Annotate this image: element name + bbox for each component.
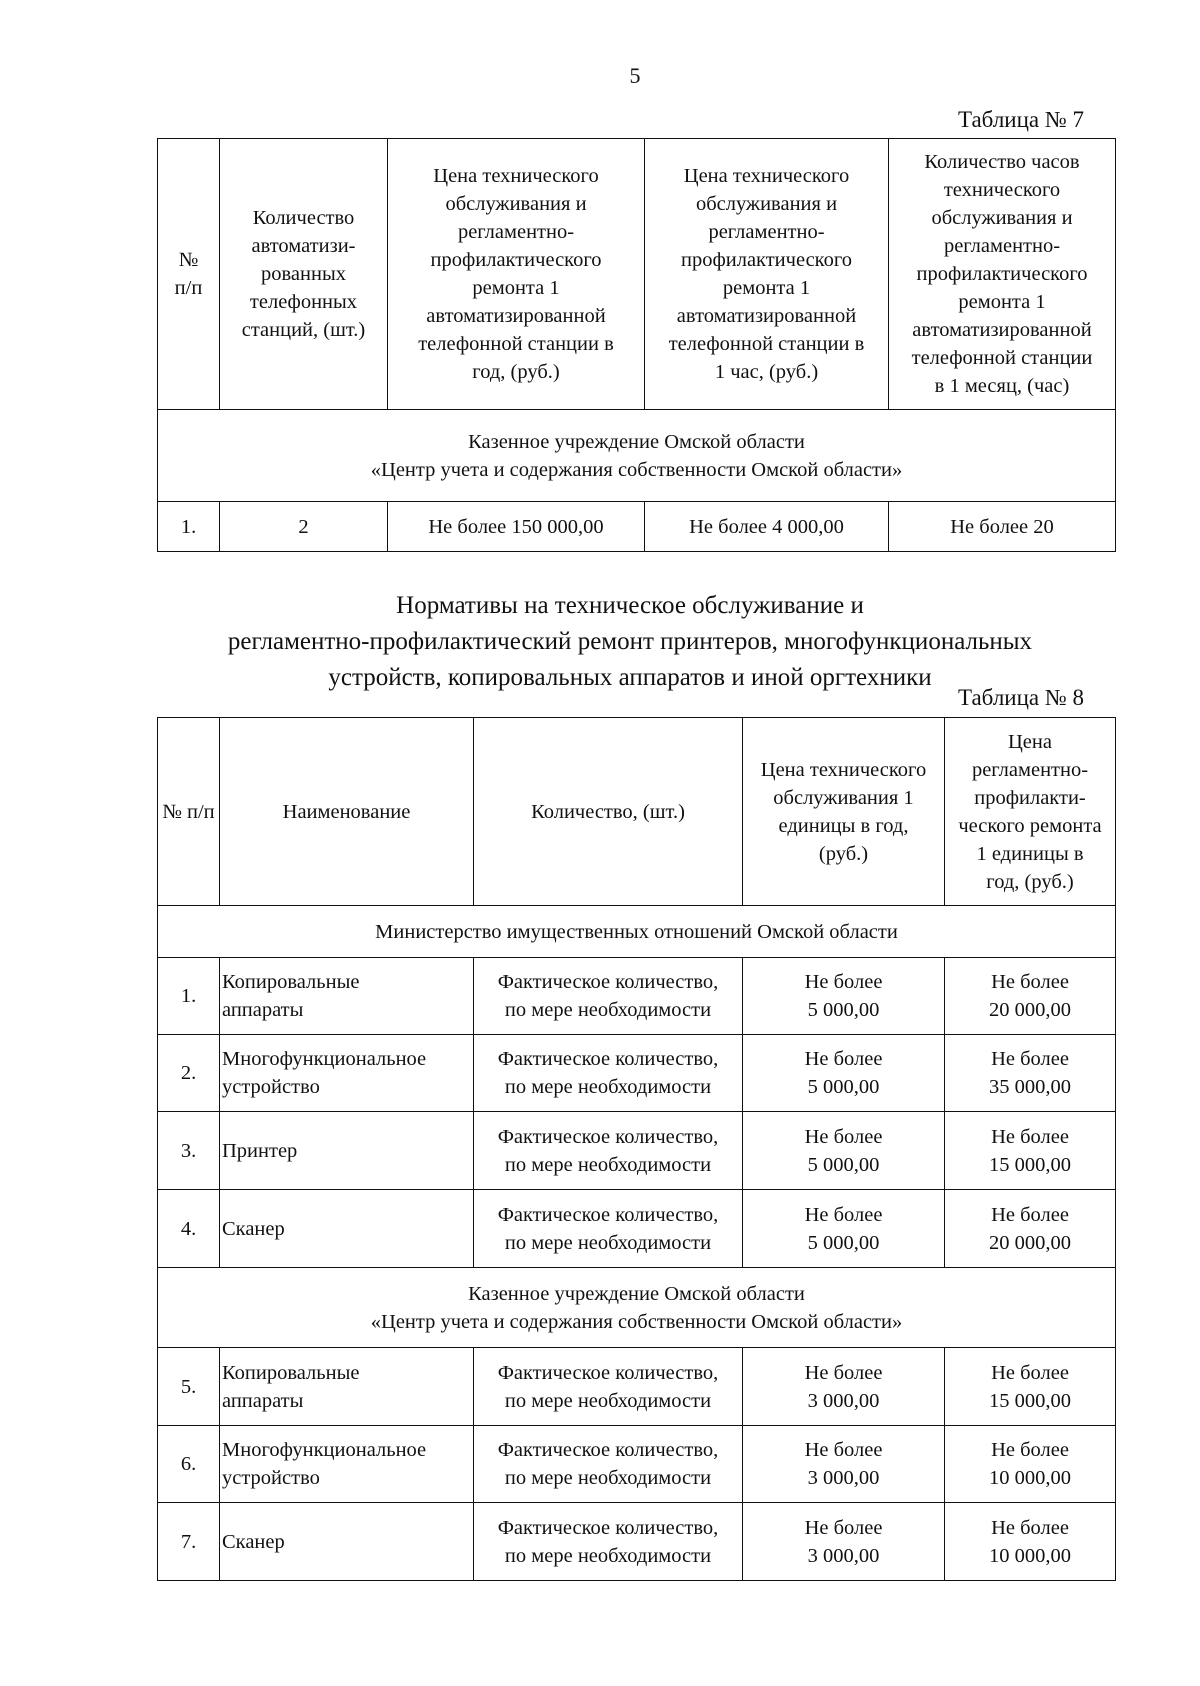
table8-header-row — [158, 718, 1116, 906]
service-line: Не более — [804, 971, 883, 993]
header-line: 1 час, (руб.) — [714, 361, 819, 383]
header-line: ческого ремонта — [958, 814, 1102, 837]
table8-header-qty: Количество, (шт.) — [474, 718, 743, 906]
qty-line: по мере необходимости — [504, 1076, 712, 1098]
section-line: Казенное учреждение Омской области — [468, 430, 805, 453]
row-qty — [474, 958, 743, 1035]
repair-line: 10 000,00 — [989, 1544, 1071, 1567]
header-line: Количество — [252, 207, 355, 229]
header-line: ремонта 1 — [722, 277, 811, 299]
page-number: 5 — [629, 63, 641, 88]
header-line: № — [178, 249, 199, 271]
service-line: Не более — [804, 1516, 883, 1539]
name-line: Копировальные — [222, 971, 360, 993]
repair-line: Не более — [991, 971, 1069, 993]
repair-line: Не более — [991, 1361, 1069, 1384]
table-row — [158, 1035, 1116, 1112]
header-line: станций, (шт.) — [241, 319, 366, 341]
qty-line: по мере необходимости — [504, 1231, 712, 1254]
repair-line: Не более — [991, 1125, 1069, 1148]
row-num: 7. — [158, 1503, 220, 1581]
header-line: обслуживания и — [445, 193, 587, 215]
row-service — [743, 1035, 945, 1112]
qty-line: Фактическое количество, — [497, 1516, 719, 1539]
row-qty — [474, 1112, 743, 1190]
service-line: 5 000,00 — [807, 999, 880, 1021]
row-num: 4. — [158, 1190, 220, 1268]
row-qty — [474, 1426, 743, 1503]
table7 — [157, 138, 1116, 552]
service-line: Не более — [804, 1125, 883, 1148]
section-line: «Центр учета и содержания собственности Омской области» — [370, 458, 903, 481]
service-line: Не более — [804, 1203, 883, 1226]
row-num: 1. — [158, 958, 220, 1035]
header-line: 1 единицы в — [976, 842, 1084, 865]
row-hours: Не более 20 — [889, 502, 1116, 552]
header-line: профилактического — [430, 249, 602, 271]
table8-label: Таблица № 8 — [958, 685, 1085, 710]
header-line: телефонной станции в — [668, 333, 865, 355]
header-line: ремонта 1 — [472, 277, 560, 299]
header-line: обслуживания и — [931, 207, 1073, 229]
header-line: автоматизированной — [912, 319, 1092, 341]
service-line: Не более — [804, 1439, 883, 1461]
header-line: год, (руб.) — [986, 870, 1074, 893]
name-line: Сканер — [222, 1217, 285, 1240]
table8 — [157, 717, 1116, 1581]
service-line: Не более — [804, 1048, 883, 1070]
table8-header-num: № п/п — [158, 718, 220, 906]
row-service — [743, 1503, 945, 1581]
table-row — [158, 1426, 1116, 1503]
row-num: 3. — [158, 1112, 220, 1190]
title-line: устройств, копировальных аппаратов и иной оргтехники — [328, 664, 932, 691]
table7-header-price-year — [388, 139, 645, 410]
table7-header-hours — [889, 139, 1116, 410]
service-line: Не более — [804, 1361, 883, 1384]
row-name — [220, 1190, 474, 1268]
row-name — [220, 958, 474, 1035]
table-row — [158, 958, 1116, 1035]
row-price-hour: Не более 4 000,00 — [645, 502, 889, 552]
header-line: регламентно- — [708, 221, 825, 243]
qty-line: Фактическое количество, — [497, 1203, 719, 1226]
table-row — [158, 502, 1116, 552]
row-service — [743, 1348, 945, 1426]
repair-line: 15 000,00 — [989, 1389, 1071, 1412]
service-line: 3 000,00 — [807, 1389, 880, 1412]
repair-line: 15 000,00 — [989, 1153, 1071, 1176]
header-line: автоматизированной — [426, 305, 606, 327]
header-line: ремонта 1 — [958, 291, 1046, 313]
table8-header-service — [743, 718, 945, 906]
row-qty — [474, 1503, 743, 1581]
repair-line: Не более — [991, 1203, 1069, 1226]
name-line: устройство — [222, 1076, 320, 1098]
name-line: аппараты — [222, 999, 304, 1021]
name-line: аппараты — [222, 1389, 304, 1412]
header-line: Количество часов — [924, 151, 1080, 173]
repair-line: Не более — [991, 1439, 1069, 1461]
title-line: Нормативы на техническое обслуживание и — [396, 592, 864, 619]
table8-section2-label — [158, 1268, 1116, 1348]
table7-header-count — [220, 139, 388, 410]
row-count: 2 — [220, 502, 388, 552]
table7-header-price-hour — [645, 139, 889, 410]
repair-line: 20 000,00 — [989, 1231, 1071, 1254]
qty-line: по мере необходимости — [504, 1467, 712, 1489]
header-line: технического — [943, 179, 1061, 201]
name-line: Сканер — [222, 1530, 285, 1553]
row-repair — [945, 1503, 1116, 1581]
header-line: обслуживания 1 — [773, 786, 914, 809]
header-line: (руб.) — [818, 842, 869, 865]
row-price-year: Не более 150 000,00 — [388, 502, 645, 552]
header-line: телефонных — [249, 291, 358, 313]
header-line: единицы в год, — [778, 814, 909, 837]
repair-line: 10 000,00 — [989, 1467, 1071, 1489]
service-line: 5 000,00 — [807, 1153, 880, 1176]
name-line: устройство — [222, 1467, 320, 1489]
qty-line: Фактическое количество, — [497, 971, 719, 993]
header-line: Цена технического — [433, 165, 599, 187]
qty-line: Фактическое количество, — [497, 1048, 719, 1070]
header-line: автоматизи- — [251, 235, 356, 257]
row-name — [220, 1112, 474, 1190]
table7-section-label — [158, 410, 1116, 502]
row-repair — [945, 958, 1116, 1035]
header-line: год, (руб.) — [472, 361, 560, 383]
qty-line: Фактическое количество, — [497, 1361, 719, 1384]
row-repair — [945, 1426, 1116, 1503]
table7-header-row — [158, 139, 1116, 410]
header-line: автоматизированной — [676, 305, 857, 327]
title-line: регламентно-профилактический ремонт принтеров, многофункциональных — [227, 628, 1033, 655]
row-service — [743, 958, 945, 1035]
row-num: 1. — [158, 502, 220, 552]
row-repair — [945, 1348, 1116, 1426]
repair-line: Не более — [991, 1048, 1069, 1070]
table7-section-row — [158, 410, 1116, 502]
header-line: телефонной станции — [911, 347, 1093, 369]
row-repair — [945, 1112, 1116, 1190]
row-name — [220, 1348, 474, 1426]
row-qty — [474, 1348, 743, 1426]
header-line: в 1 месяц, (час) — [934, 375, 1070, 397]
row-name — [220, 1503, 474, 1581]
header-line: п/п — [174, 277, 203, 299]
row-num: 5. — [158, 1348, 220, 1426]
row-num: 6. — [158, 1426, 220, 1503]
table-row — [158, 1348, 1116, 1426]
table8-header-repair — [945, 718, 1116, 906]
qty-line: Фактическое количество, — [497, 1125, 719, 1148]
header-line: профилактического — [680, 249, 852, 271]
header-line: обслуживания и — [695, 193, 838, 215]
table-row — [158, 1112, 1116, 1190]
header-line: Цена технического — [683, 165, 850, 187]
qty-line: по мере необходимости — [504, 1389, 712, 1412]
table-row — [158, 1190, 1116, 1268]
header-line: рованных — [261, 263, 346, 285]
row-service — [743, 1190, 945, 1268]
header-line: регламентно- — [457, 221, 575, 243]
table8-section1-row — [158, 906, 1116, 958]
header-line: профилакти- — [974, 786, 1086, 809]
section-line: Казенное учреждение Омской области — [468, 1282, 805, 1305]
row-repair — [945, 1190, 1116, 1268]
table8-section1-label: Министерство имущественных отношений Омской области — [158, 906, 1116, 958]
table7-header-num — [158, 139, 220, 410]
name-line: Принтер — [222, 1139, 298, 1162]
table8-section2-row — [158, 1268, 1116, 1348]
name-line: Многофункциональное — [222, 1439, 427, 1461]
header-line: Цена технического — [760, 758, 927, 781]
service-line: 5 000,00 — [807, 1231, 880, 1254]
row-service — [743, 1426, 945, 1503]
service-line: 5 000,00 — [807, 1076, 880, 1098]
row-qty — [474, 1190, 743, 1268]
name-line: Копировальные — [222, 1361, 360, 1384]
row-num: 2. — [158, 1035, 220, 1112]
header-line: телефонной станции в — [418, 333, 614, 355]
service-line: 3 000,00 — [807, 1544, 880, 1567]
repair-line: 20 000,00 — [989, 999, 1071, 1021]
table7-label: Таблица № 7 — [958, 107, 1085, 132]
header-line: Цена — [1008, 730, 1052, 753]
section-title — [160, 588, 1100, 696]
qty-line: по мере необходимости — [504, 1544, 712, 1567]
service-line: 3 000,00 — [807, 1467, 880, 1489]
qty-line: по мере необходимости — [504, 999, 712, 1021]
table-row — [158, 1503, 1116, 1581]
row-repair — [945, 1035, 1116, 1112]
row-name — [220, 1426, 474, 1503]
row-name — [220, 1035, 474, 1112]
header-line: регламентно- — [943, 235, 1061, 257]
repair-line: 35 000,00 — [989, 1076, 1071, 1098]
table8-header-name: Наименование — [220, 718, 474, 906]
row-service — [743, 1112, 945, 1190]
qty-line: Фактическое количество, — [497, 1439, 719, 1461]
header-line: регламентно- — [971, 758, 1089, 781]
name-line: Многофункциональное — [222, 1048, 427, 1070]
header-line: профилактического — [916, 263, 1088, 285]
qty-line: по мере необходимости — [504, 1153, 712, 1176]
section-line: «Центр учета и содержания собственности Омской области» — [370, 1310, 903, 1333]
row-qty — [474, 1035, 743, 1112]
repair-line: Не более — [991, 1516, 1069, 1539]
